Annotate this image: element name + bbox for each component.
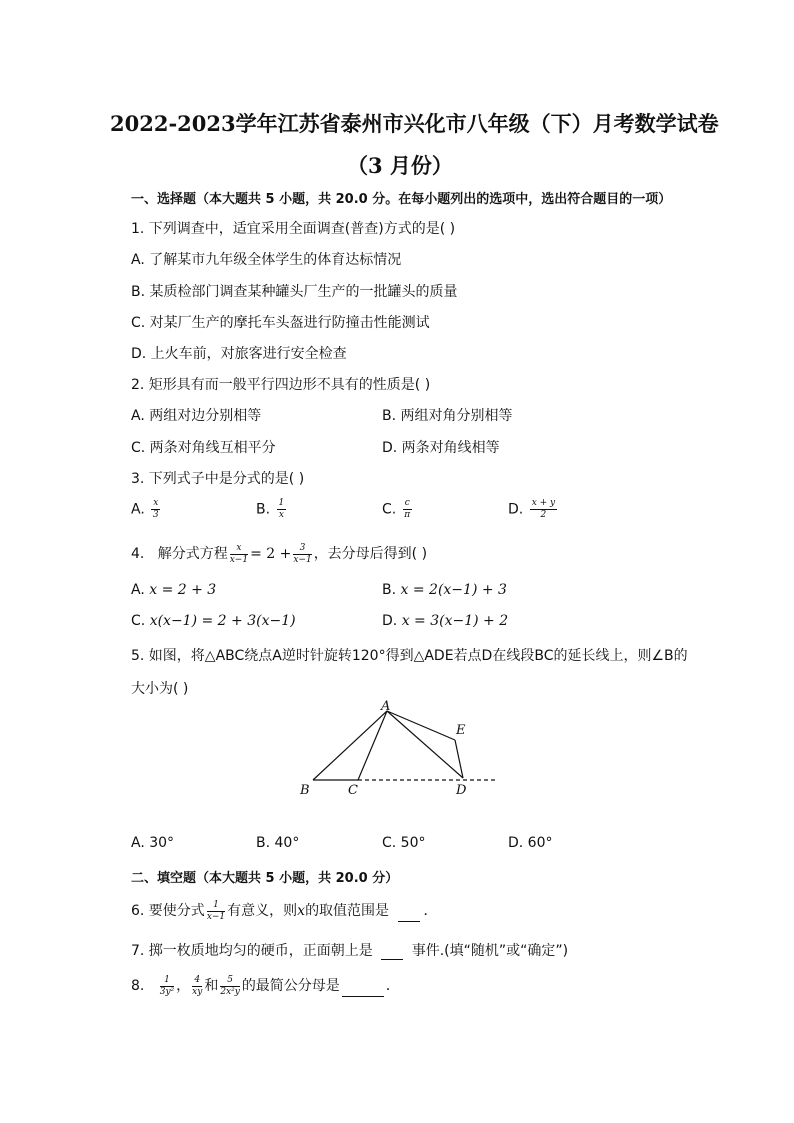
segment-ae (387, 711, 455, 740)
question-1-stem: 1. 下列调查中，适宜采用全面调查(普查)方式的是( ) (131, 221, 456, 237)
segment-ab (313, 711, 387, 780)
question-4-option-d (382, 613, 508, 629)
fraction (207, 901, 225, 922)
question-1-option-d: D. 上火车前，对旅客进行安全检查 (131, 346, 347, 362)
segment-ad (387, 711, 463, 778)
answer-blank[interactable] (398, 907, 420, 922)
section-choice-heading: 一、选择题（本大题共 5 小题，共 20.0 分。在每小题列出的选项中，选出符合题目的一项） (131, 192, 672, 207)
question-text-end: ，去分母后得到( ) (313, 546, 428, 562)
option-label: D. (382, 613, 398, 629)
numerator: x (230, 544, 248, 555)
question-text-mid: 有意义，则 (227, 903, 298, 919)
question-3-option-d (508, 499, 559, 520)
question-1-option-a: A. 了解某市九年级全体学生的体育达标情况 (131, 252, 402, 268)
numerator: 1 (278, 498, 285, 508)
question-2-option-b: B. 两组对角分别相等 (382, 408, 513, 424)
denominator: π (404, 510, 411, 520)
label-point-c: C (348, 783, 358, 798)
equation-rhs-fraction (293, 544, 311, 565)
exam-title: 2022-2023学年江苏省泰州市兴化市八年级（下）月考数学试卷 (110, 111, 719, 136)
question-number: 8. (131, 978, 145, 994)
exam-subtitle: （3 月份） (347, 153, 453, 178)
question-3-stem: 3. 下列式子中是分式的是( ) (131, 471, 305, 487)
question-4-option-b (382, 582, 507, 598)
question-3-option-b (256, 499, 288, 520)
question-6 (131, 900, 438, 922)
question-7 (131, 940, 568, 960)
question-5-figure (290, 698, 510, 800)
numerator: x + y (531, 498, 556, 508)
fraction (277, 499, 287, 520)
question-1-option-c: C. 对某厂生产的摩托车头盔进行防撞击性能测试 (131, 315, 430, 331)
answer-blank[interactable] (342, 982, 384, 997)
denominator: xy (192, 986, 203, 997)
fraction-1 (160, 976, 174, 997)
question-4-stem (131, 543, 427, 565)
question-1-option-b: B. 某质检部门调查某种罐头厂生产的一批罐头的质量 (131, 284, 458, 300)
equation-lhs-fraction (230, 544, 248, 565)
equation-middle: = 2 + (250, 546, 292, 562)
numerator: 4 (192, 976, 202, 987)
denominator: 3 (152, 510, 159, 520)
numerator: 1 (207, 901, 225, 912)
question-2-option-a: A. 两组对边分别相等 (131, 408, 262, 424)
question-2-option-c: C. 两条对角线互相平分 (131, 440, 276, 456)
question-5-option-d: D. 60° (508, 835, 553, 851)
fraction (151, 499, 160, 520)
label-point-d: D (456, 783, 467, 798)
question-text: 7. 掷一枚质地均匀的硬币，正面朝上是 (131, 943, 373, 959)
question-text: 解分式方程 (157, 546, 228, 562)
denominator: 3y² (159, 986, 175, 997)
question-2-stem: 2. 矩形具有而一般平行四边形不具有的性质是( ) (131, 377, 431, 393)
variable: x (297, 903, 306, 919)
question-3-option-a (131, 499, 162, 520)
fraction (403, 499, 412, 520)
denominator: x−1 (229, 554, 249, 565)
question-text: 6. 要使分式 (131, 903, 205, 919)
option-label: B. (382, 582, 397, 598)
question-4-option-c (131, 613, 296, 629)
label-point-b: B (300, 783, 310, 798)
denominator: 2 (540, 510, 547, 520)
question-2-option-d: D. 两条对角线相等 (382, 440, 500, 456)
question-5-option-b: B. 40° (256, 835, 300, 851)
denominator: 2x²y (220, 986, 240, 997)
numerator: x (153, 498, 159, 508)
option-expression: x = 3(x−1) + 2 (401, 613, 509, 629)
option-label: C. (382, 501, 397, 518)
numerator: 1 (160, 976, 174, 987)
option-expression: x = 2(x−1) + 3 (400, 582, 507, 598)
question-text-post: 的最简公分母是 (241, 978, 340, 994)
question-text-post: 事件.(填“随机”或“确定”) (411, 943, 569, 959)
question-number: 4. (131, 546, 145, 562)
fraction-2 (192, 976, 202, 997)
answer-blank[interactable] (381, 945, 403, 960)
option-expression: x = 2 + 3 (149, 582, 217, 598)
question-text-end: ． (423, 903, 438, 919)
fraction-3 (220, 976, 240, 997)
question-8 (131, 975, 400, 997)
question-4-option-a (131, 582, 216, 598)
question-5-stem-line1: 5. 如图，将△ABC绕点A逆时针旋转120°得到△ADE若点D在线段BC的延长线上，则∠B的 (131, 648, 688, 664)
question-text-post: 的取值范围是 (305, 903, 390, 919)
question-5-option-c: C. 50° (382, 835, 426, 851)
question-3-option-c (382, 499, 414, 520)
option-label: A. (131, 501, 145, 518)
numerator: 5 (220, 976, 240, 987)
option-expression: x(x−1) = 2 + 3(x−1) (149, 613, 296, 629)
conjunction: 和 (204, 978, 219, 994)
denominator: x−1 (293, 554, 312, 565)
question-text-end: ． (385, 978, 400, 994)
option-label: C. (131, 613, 146, 629)
question-5-option-a: A. 30° (131, 835, 175, 851)
section-fill-heading: 二、填空题（本大题共 5 小题，共 20.0 分） (131, 871, 399, 886)
option-label: D. (508, 501, 524, 518)
separator: ， (176, 978, 191, 994)
label-point-a: A (381, 699, 391, 714)
numerator: c (404, 498, 410, 508)
option-label: B. (256, 501, 271, 518)
segment-ac (358, 711, 387, 780)
question-5-stem-line2: 大小为( ) (131, 681, 189, 697)
fraction (530, 499, 557, 520)
label-point-e: E (456, 723, 466, 738)
option-label: A. (131, 582, 145, 598)
numerator: 3 (293, 544, 311, 555)
denominator: x−1 (206, 911, 226, 922)
denominator: x (278, 510, 284, 520)
